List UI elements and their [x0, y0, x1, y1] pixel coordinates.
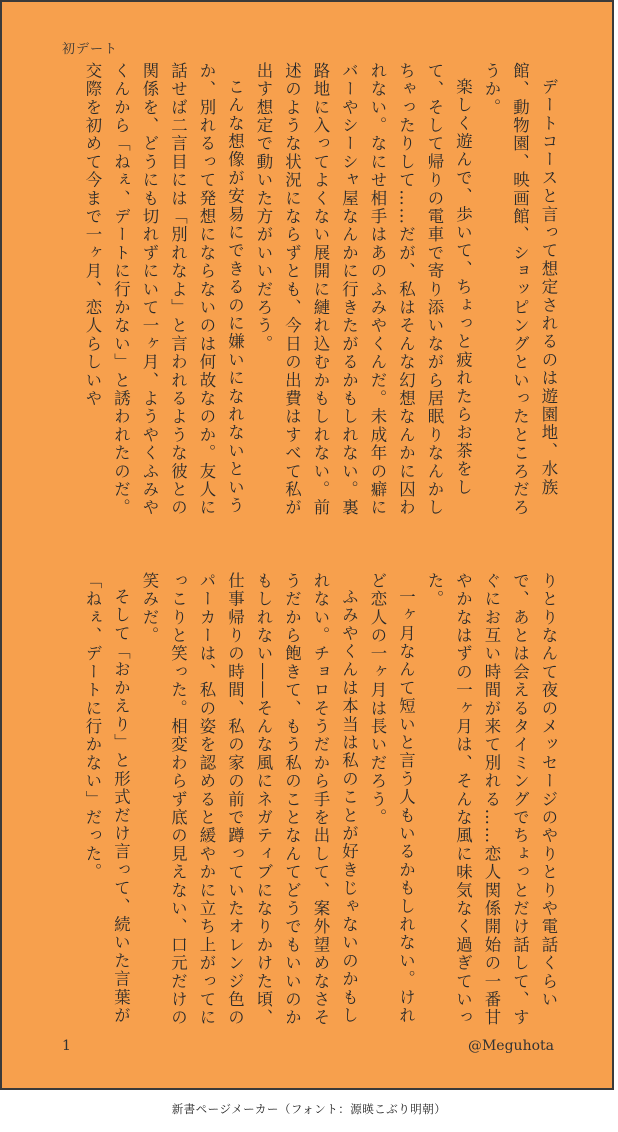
generator-credit: 新書ページメーカー（フォント：源暎こぶり明朝）: [171, 1102, 447, 1116]
paragraph: デートコースと言って想定されるのは遊園地、水族館、動物園、映画館、ショッピングといったところだろうか。: [482, 62, 558, 517]
paragraph: そして「おかえり」と形式だけ言って、続いた言葉が「ねぇ、デートに行かない」だった。: [83, 572, 131, 1026]
paragraph: 楽しく遊んで、歩いて、ちょっと疲れたらお茶をして、そして帰りの電車で寄り添いながら居眠りなんかしちゃったりして……だが、私はそんな幻想なんかに囚われない。なにせ相手はあのふみやくんだ。未成年の癖にバーやシーシャ屋なんかに行きたがるかもしれない。裏路地に入ってよくない展開に縺れ込むかもしれない。前述のような状況にならずとも、今日の出費はすべて私が出す想定で動いた方がいいだろう。: [254, 62, 473, 517]
paragraph: こんな想像が安易にできるのに嫌いになれないというか、別れるって発想にならないのは何故なのか。友人に話せば二言目には「別れなよ」と言われるような彼との関係を、どうにも切れずにいて一ヶ月、ようやくふみやくんから「ねぇ、デートに行かない」と誘われたのだ。交際を初めて今まで一ヶ月、恋人らしいや: [83, 62, 245, 517]
running-title: 初デート: [62, 42, 119, 57]
text-column-bottom: [62, 572, 562, 1032]
paragraph: 一ヶ月なんて短いと言う人もいるかもしれない。けれど恋人の一ヶ月は長いだろう。: [368, 572, 416, 1026]
author-handle: @Meguhota: [467, 1038, 554, 1054]
paragraph: ふみやくんは本当は私のことが好きじゃないのかもしれない。チョロそうだから手を出して、案外望めなさそうだから飽きて、もう私のことなんてどうでもいいのかもしれない――そんな風にネガティブになりかけた頃、仕事帰りの時間、私の家の前で蹲っていたオレンジ色のパーカーは、私の姿を認めると緩やかに立ち上がってにっこりと笑った。相変わらず底の見えない、口元だけの笑みだ。: [140, 572, 359, 1027]
page-number: 1: [62, 1038, 71, 1054]
paragraph: りとりなんて夜のメッセージのやりとりや電話くらいで、あとは会えるタイミングでちょっとだけ話して、すぐにお互い時間が来て別れる……恋人関係開始の一番甘やかなはずの一ヶ月は、そんな風に味気なく過ぎていった。: [425, 572, 558, 1027]
text-column-top: [62, 62, 562, 522]
